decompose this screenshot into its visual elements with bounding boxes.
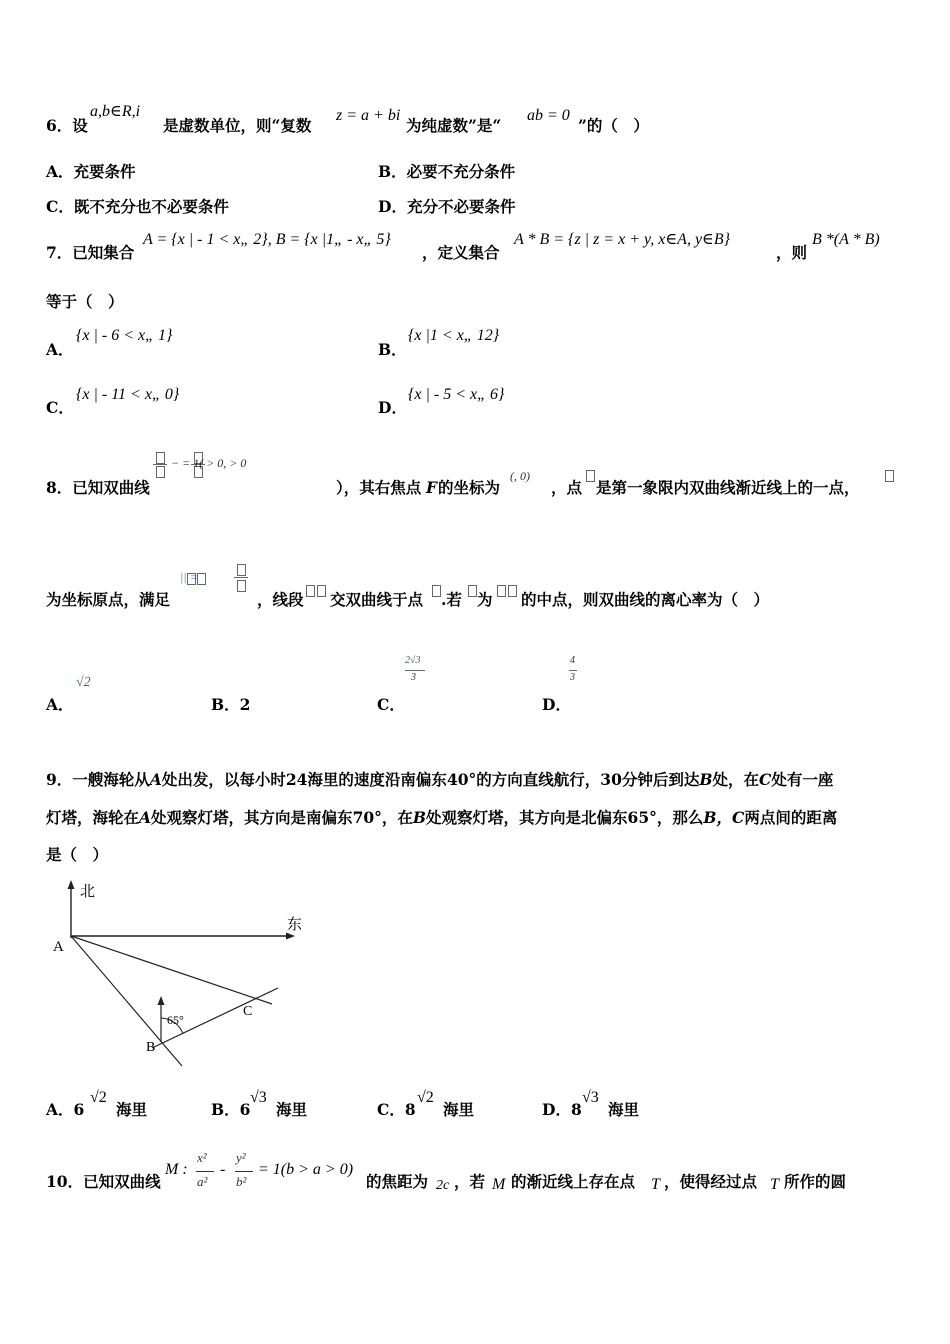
- q8-text-2: 的坐标为: [438, 478, 501, 497]
- q7-line-2: 等于（ ）: [46, 292, 124, 311]
- q7-math-1: A = {x | - 1 < x„ 2}, B = {x |1„ - x„ 5}: [143, 231, 391, 248]
- q8-line-2e: 为: [477, 590, 493, 609]
- q7-number: 7．已知集合: [46, 243, 135, 262]
- q7-option-a-label: A．: [46, 340, 74, 359]
- q6-text-2: 为纯虚数”是“: [406, 116, 502, 135]
- q6-option-c: C．既不充分也不必要条件: [46, 197, 229, 216]
- q9-option-a: A．6: [46, 1100, 85, 1119]
- q8-line-2f: 的中点，则双曲线的离心率为（ ）: [521, 590, 770, 609]
- q8-abs-condition: [180, 564, 252, 594]
- north-arrowhead: [68, 880, 75, 889]
- q8-option-d-denominator: 3: [570, 672, 575, 683]
- q10-t-2: T: [770, 1176, 779, 1193]
- q6-option-a: A．充要条件: [46, 162, 136, 181]
- q8-abs-text: || =: [180, 570, 198, 584]
- q8-origin-placeholder: [885, 470, 894, 482]
- point-a-label: A: [53, 939, 64, 955]
- point-b-label: B: [146, 1040, 156, 1055]
- q7-option-b: {x |1 < x„ 12}: [408, 327, 500, 344]
- q7-option-d: {x | - 5 < x„ 6}: [408, 386, 505, 403]
- q10-text-4: ，使得经过点: [664, 1172, 758, 1191]
- q8-option-c-numerator: 2√3: [405, 655, 421, 666]
- q10-number: 10．已知双曲线: [46, 1172, 161, 1191]
- q9-option-b-radical: √3: [250, 1089, 267, 1106]
- east-label: 东: [287, 917, 303, 933]
- q8-line-2a: 为坐标原点，满足: [46, 590, 171, 609]
- north-label: 北: [80, 884, 96, 900]
- q9-option-b: B．6: [211, 1100, 251, 1119]
- q9-line-1: 9．一艘海轮从A处出发，以每小时24海里的速度沿南偏东40°的方向直线航行，30分钟后到达B处，在C处有一座: [46, 770, 834, 789]
- q8-equation-text: − = 1( > 0, > 0: [171, 456, 247, 470]
- q7-text-2: ，则: [776, 243, 808, 262]
- q7-math-3: B *(A * B): [812, 231, 880, 248]
- q10-x2: x²: [197, 1150, 207, 1165]
- q8-line-2c: 交双曲线于点: [330, 590, 424, 609]
- q8-focus-f: F: [426, 478, 438, 497]
- q10-text-1: 的焦距为: [366, 1172, 429, 1191]
- q7-option-c-label: C．: [46, 398, 74, 417]
- q10-text-3: 的渐近线上存在点: [511, 1172, 636, 1191]
- q10-2c: 2c: [436, 1178, 450, 1193]
- q6-math-2: z = a + bi: [336, 107, 401, 124]
- q10-text-5: 所作的圆: [784, 1172, 847, 1191]
- q10-t-1: T: [651, 1176, 660, 1193]
- q8-option-a-value: √2: [76, 675, 91, 690]
- q10-b2: b²: [236, 1174, 247, 1189]
- q8-hyperbola-equation: [153, 452, 338, 480]
- q8-text-3: ，点: [551, 478, 583, 497]
- q7-option-c: {x | - 11 < x„ 0}: [76, 386, 180, 403]
- q7-option-b-label: B．: [378, 340, 407, 359]
- q9-option-c: C．8: [377, 1100, 416, 1119]
- q6-number: 6．设: [46, 116, 88, 135]
- q10-m-2: M: [492, 1176, 506, 1193]
- q8-text-4: 是第一象限内双曲线渐近线上的一点，: [596, 478, 860, 497]
- q8-option-d-label: D．: [542, 695, 571, 714]
- q8-text-1: ），其右焦点: [336, 478, 422, 497]
- q10-text-2: ，若: [454, 1172, 486, 1191]
- q8-number: 8．已知双曲线: [46, 478, 150, 497]
- q9-line-2: 灯塔，海轮在A处观察灯塔，其方向是南偏东70°，在B处观察灯塔，其方向是北偏东65°，那么B，C两点间的距离: [46, 808, 838, 827]
- q9-navigation-diagram: [40, 876, 320, 1076]
- q10-minus: -: [220, 1161, 226, 1178]
- point-c-label: C: [243, 1004, 253, 1019]
- q9-line-3: 是（ ）: [46, 845, 109, 864]
- angle-label: 65°: [167, 1013, 184, 1027]
- q6-text-1: 是虚数单位，则“复数: [163, 116, 312, 135]
- q10-rhs: = 1(b > a > 0): [258, 1161, 354, 1178]
- q10-fraction-bar-2: [235, 1171, 253, 1172]
- q8-point-placeholder: [586, 470, 595, 482]
- q10-fraction-bar-1: [196, 1171, 214, 1172]
- q9-option-d-radical: √3: [582, 1089, 599, 1106]
- q10-a2: a²: [197, 1174, 208, 1189]
- q8-option-c-label: C．: [377, 695, 405, 714]
- q8-line-2b: ，线段: [257, 590, 304, 609]
- q10-m-label: M :: [165, 1161, 188, 1178]
- q6-math-1: a,b∈R,i: [90, 103, 141, 120]
- q6-text-3: ”的（ ）: [578, 116, 649, 135]
- q8-option-a-label: A．: [46, 695, 74, 714]
- q6-option-d: D．充分不必要条件: [378, 197, 516, 216]
- q8-line-2d: .若: [441, 590, 462, 609]
- q9-option-d-unit: 海里: [608, 1100, 640, 1119]
- q7-option-d-label: D．: [378, 398, 407, 417]
- q8-option-b: B．2: [211, 695, 251, 714]
- q9-option-c-unit: 海里: [443, 1100, 475, 1119]
- line-a-c: [71, 936, 272, 1004]
- q9-option-a-unit: 海里: [116, 1100, 148, 1119]
- q8-option-c-denominator: 3: [411, 672, 416, 683]
- q7-option-a: {x | - 6 < x„ 1}: [76, 327, 173, 344]
- q7-math-2: A * B = {z | z = x + y, x∈A, y∈B}: [514, 231, 731, 248]
- q8-option-d-numerator: 4: [570, 655, 575, 666]
- q10-y2: y²: [236, 1150, 246, 1165]
- q8-option-c-fraction-bar: [405, 670, 425, 671]
- q9-option-b-unit: 海里: [276, 1100, 308, 1119]
- q9-option-a-radical: √2: [90, 1089, 107, 1106]
- q7-text-1: ，定义集合: [422, 243, 500, 262]
- q6-math-3: ab = 0: [527, 107, 570, 124]
- q9-option-c-radical: √2: [417, 1089, 434, 1106]
- q9-option-d: D．8: [542, 1100, 582, 1119]
- east-arrowhead: [286, 933, 295, 940]
- q8-option-d-fraction-bar: [569, 670, 577, 671]
- q8-coordinate: (, 0): [510, 469, 530, 483]
- b-north-arrowhead: [158, 996, 165, 1005]
- q6-option-b: B．必要不充分条件: [378, 162, 516, 181]
- line-a-b: [71, 936, 182, 1066]
